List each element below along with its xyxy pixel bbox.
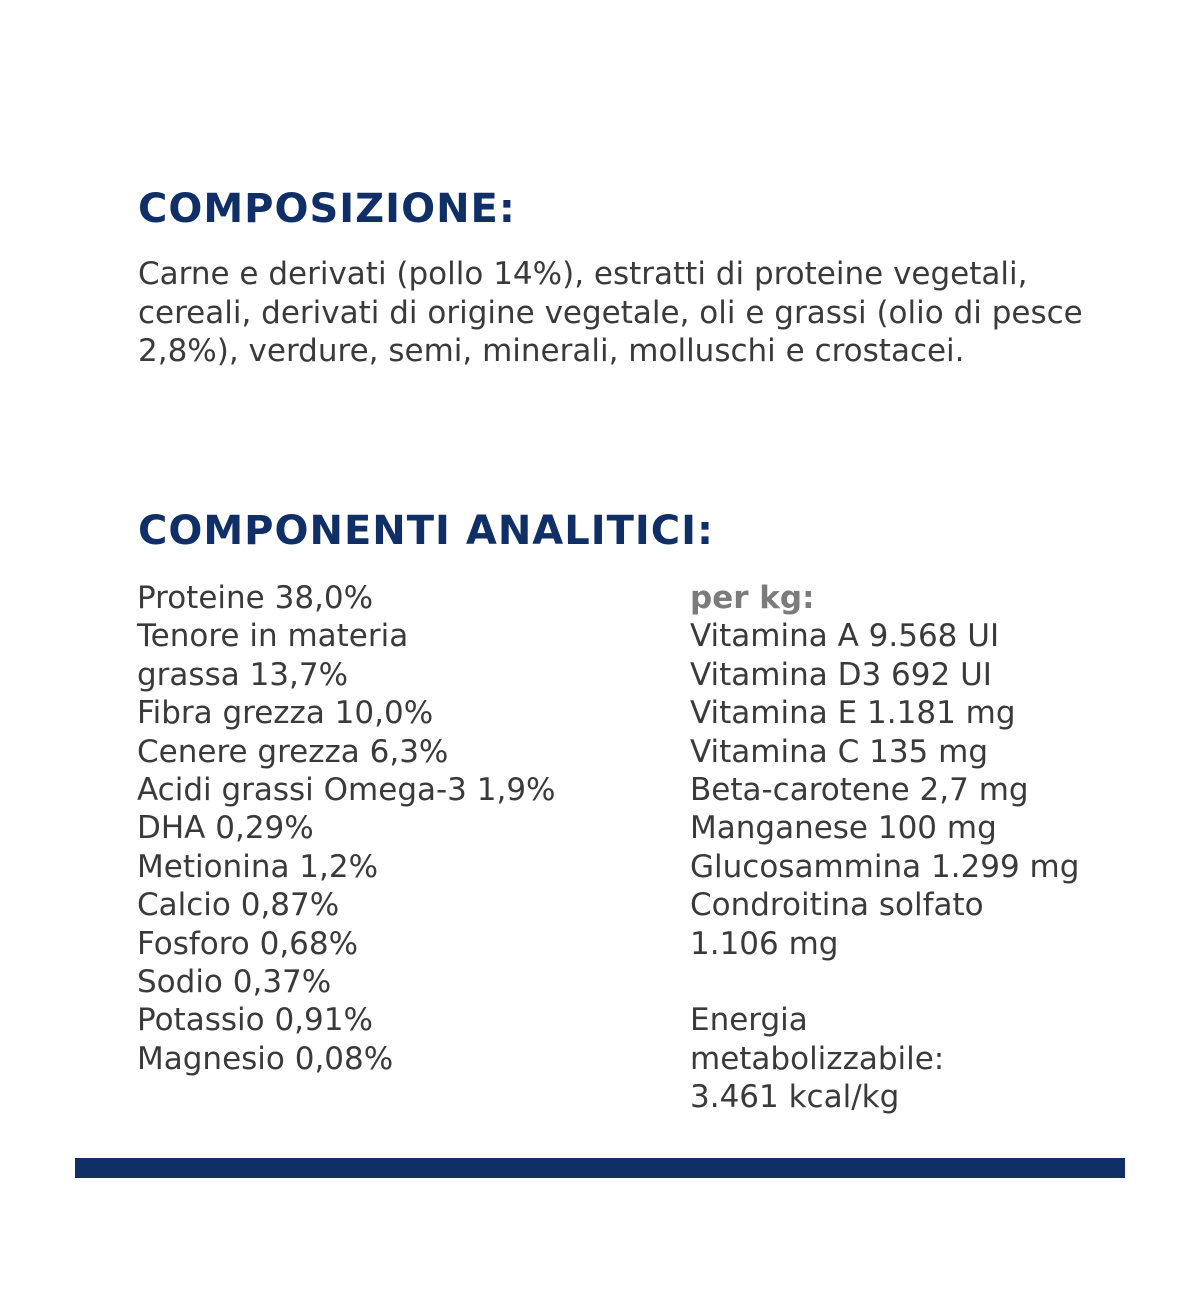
vitamin-item: Vitamina E 1.181 mg [690,695,1016,732]
analytics-item: Calcio 0,87% [137,887,340,924]
vitamin-item: Beta-carotene 2,7 mg [690,772,1029,809]
vitamin-item: Vitamina A 9.568 UI [690,618,1000,655]
analytics-left-list [137,579,556,1078]
analytics-item: Fibra grezza 10,0% [137,695,434,732]
analytics-item: Potassio 0,91% [137,1002,373,1039]
vitamin-item: Glucosammina 1.299 mg [690,848,1080,885]
bottom-divider-bar [75,1158,1125,1178]
analytics-item: Metionina 1,2% [137,848,379,885]
vitamin-item: Vitamina D3 692 UI [690,656,992,693]
composition-heading: COMPOSIZIONE: [138,186,516,232]
analytics-item: DHA 0,29% [137,810,314,847]
analytics-item: Fosforo 0,68% [137,925,359,962]
analytics-item: Cenere grezza 6,3% [137,733,449,770]
analytics-right-list [690,579,1079,1117]
vitamin-item: 1.106 mg [690,925,839,962]
vitamin-item: Condroitina solfato [690,887,984,924]
analytics-item: grassa 13,7% [137,656,349,693]
energy-line: Energia [690,1002,808,1039]
energy-line: metabolizzabile: [690,1040,945,1077]
per-kg-subheading: per kg: [690,580,815,616]
analytics-item: Tenore in materia [137,618,409,655]
composition-text: Carne e derivati (pollo 14%), estratti di proteine vegetali, cereali, derivati di origine vegetale, oli e grassi (olio di pesce 2,8%), verdure, semi, minerali, molluschi e crostacei. [138,256,1083,369]
analytics-heading: COMPONENTI ANALITICI: [138,508,715,554]
analytics-item: Magnesio 0,08% [137,1040,394,1077]
vitamin-item: Vitamina C 135 mg [690,733,988,770]
list-spacer [690,963,1079,1001]
analytics-item: Sodio 0,37% [137,964,332,1001]
energy-line: 3.461 kcal/kg [690,1079,900,1116]
vitamin-item: Manganese 100 mg [690,810,997,847]
analytics-item: Proteine 38,0% [137,580,374,616]
analytics-item: Acidi grassi Omega-3 1,9% [137,772,556,809]
